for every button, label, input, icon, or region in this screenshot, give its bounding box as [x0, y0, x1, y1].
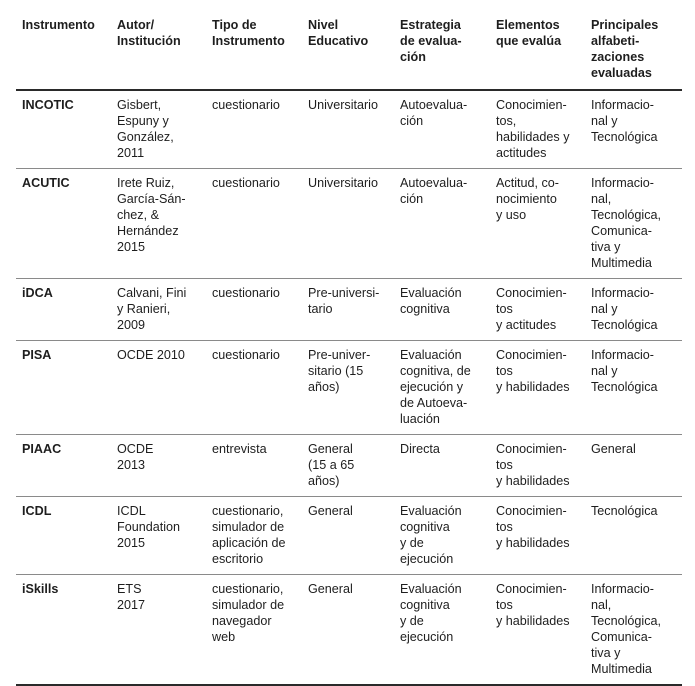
table-row: [16, 90, 682, 169]
cell-alfabetizaciones: Informacio- nal y Tecnológica: [591, 286, 658, 332]
cell-estrategia: Evaluación cognitiva: [400, 286, 462, 316]
cell-autor: OCDE 2010: [117, 348, 185, 362]
table-row: [16, 169, 682, 279]
cell-nivel: Universitario: [308, 176, 378, 190]
cell-autor: OCDE 2013: [117, 442, 154, 472]
cell-autor: Gisbert, Espuny y González, 2011: [117, 98, 174, 160]
col-header-estrategia: Estrategia de evalua- ción: [400, 18, 462, 64]
table-body: [16, 90, 682, 685]
cell-instrumento: iDCA: [22, 286, 53, 300]
cell-estrategia: Evaluación cognitiva y de ejecución: [400, 582, 462, 644]
cell-nivel: Universitario: [308, 98, 378, 112]
cell-elementos: Conocimien- tos y habilidades: [496, 348, 570, 394]
cell-autor: ETS 2017: [117, 582, 146, 612]
cell-instrumento: ICDL: [22, 504, 52, 518]
col-header-instrumento: Instrumento: [22, 18, 95, 32]
cell-estrategia: Evaluación cognitiva y de ejecución: [400, 504, 462, 566]
cell-tipo: cuestionario, simulador de aplicación de escritorio: [212, 504, 286, 566]
table-row: [16, 341, 682, 435]
cell-estrategia: Directa: [400, 442, 440, 456]
cell-elementos: Conocimien- tos y habilidades: [496, 504, 570, 550]
cell-alfabetizaciones: General: [591, 442, 636, 456]
cell-autor: Calvani, Fini y Ranieri, 2009: [117, 286, 187, 332]
cell-tipo: cuestionario: [212, 286, 280, 300]
cell-nivel: Pre-universi- tario: [308, 286, 380, 316]
col-header-tipo: Tipo de Instrumento: [212, 18, 285, 48]
table-row: [16, 435, 682, 497]
col-header-elementos: Elementos que evalúa: [496, 18, 562, 48]
cell-alfabetizaciones: Informacio- nal y Tecnológica: [591, 98, 658, 144]
cell-instrumento: PIAAC: [22, 442, 62, 456]
cell-tipo: cuestionario: [212, 98, 280, 112]
cell-autor: Irete Ruiz, García-Sán- chez, & Hernández 2015: [117, 176, 186, 254]
cell-elementos: Conocimien- tos y habilidades: [496, 442, 570, 488]
cell-estrategia: Evaluación cognitiva, de ejecución y de Autoeva- luación: [400, 348, 471, 426]
cell-estrategia: Autoevalua- ción: [400, 176, 468, 206]
cell-elementos: Conocimien- tos y habilidades: [496, 582, 570, 628]
cell-instrumento: PISA: [22, 348, 52, 362]
cell-elementos: Conocimien- tos y actitudes: [496, 286, 567, 332]
col-header-autor: Autor/ Institución: [117, 18, 181, 48]
cell-tipo: cuestionario: [212, 348, 280, 362]
cell-instrumento: ACUTIC: [22, 176, 70, 190]
table-row: [16, 575, 682, 686]
cell-tipo: entrevista: [212, 442, 267, 456]
cell-alfabetizaciones: Informacio- nal, Tecnológica, Comunica- tiva y Multimedia: [591, 582, 662, 676]
cell-tipo: cuestionario, simulador de navegador web: [212, 582, 285, 644]
cell-nivel: General: [308, 582, 353, 596]
cell-nivel: General: [308, 504, 353, 518]
cell-nivel: Pre-univer- sitario (15 años): [308, 348, 371, 394]
cell-autor: ICDL Foundation 2015: [117, 504, 181, 550]
cell-instrumento: INCOTIC: [22, 98, 74, 112]
cell-elementos: Conocimien- tos, habilidades y actitudes: [496, 98, 570, 160]
table-header: [16, 12, 682, 90]
cell-elementos: Actitud, co- nocimiento y uso: [496, 176, 559, 222]
cell-estrategia: Autoevalua- ción: [400, 98, 468, 128]
cell-alfabetizaciones: Informacio- nal y Tecnológica: [591, 348, 658, 394]
col-header-alfabetizaciones: Principales alfabeti- zaciones evaluadas: [591, 18, 659, 80]
header-row: [16, 12, 682, 90]
table-row: [16, 497, 682, 575]
col-header-nivel: Nivel Educativo: [308, 18, 369, 48]
table-row: [16, 279, 682, 341]
cell-alfabetizaciones: Informacio- nal, Tecnológica, Comunica- tiva y Multimedia: [591, 176, 662, 270]
cell-nivel: General (15 a 65 años): [308, 442, 355, 488]
cell-instrumento: iSkills: [22, 582, 59, 596]
cell-alfabetizaciones: Tecnológica: [591, 504, 658, 518]
cell-tipo: cuestionario: [212, 176, 280, 190]
instruments-table: [16, 12, 682, 686]
